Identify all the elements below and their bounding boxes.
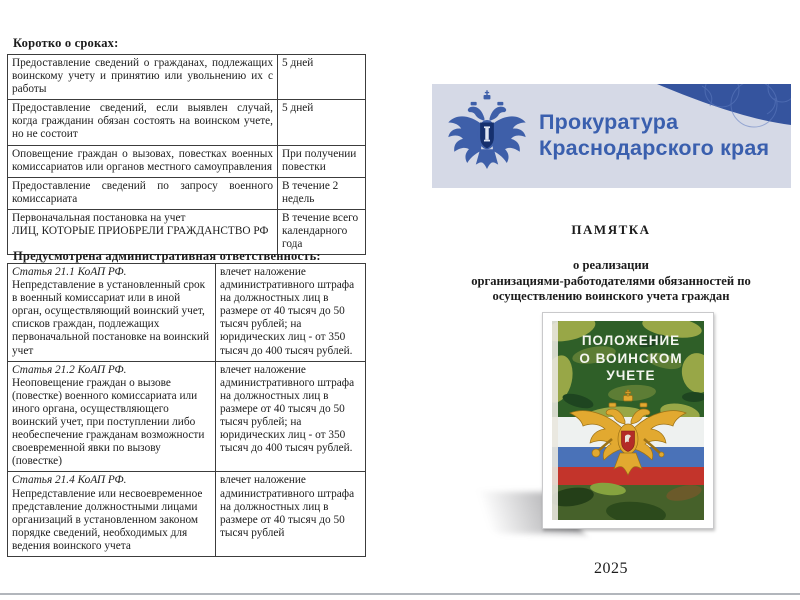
offense-cell: [8, 472, 216, 557]
publication-year: 2025: [594, 560, 628, 577]
table-row: [8, 100, 366, 145]
table-row: [8, 264, 366, 362]
activity-cell: Предоставление сведений о гражданах, подлежащих воинскому учету и принятию или увольнению их с работы: [8, 55, 278, 100]
book-title-line1: ПОЛОЖЕНИЕ: [581, 333, 681, 348]
article-ref: Статья 21.4 КоАП РФ.: [12, 474, 127, 487]
activity-cell: Предоставление сведений, если выявлен случай, когда гражданин обязан состоять на воинском учете, но не состоит: [8, 100, 278, 145]
article-ref: Статья 21.2 КоАП РФ.: [12, 363, 127, 376]
memo-title: ПАМЯТКА: [571, 222, 651, 237]
term-cell: 5 дней: [278, 55, 366, 100]
table-row: [8, 209, 366, 254]
activity-text: Первоначальная постановка на учет: [12, 211, 186, 224]
book-cover-art: [552, 321, 704, 520]
liability-heading: Предусмотрена административная ответственность:: [13, 249, 321, 263]
memo-subtitle-line2: организациями-работодателями обязанностей по: [471, 273, 751, 288]
org-name-line1: Прокуратура: [539, 110, 679, 134]
term-cell: При получении повестки: [278, 145, 366, 177]
liability-table: [7, 263, 366, 557]
table-row: [8, 361, 366, 472]
table-row: [8, 55, 366, 100]
book-title-line2: О ВОИНСКОМ: [579, 350, 683, 366]
term-cell: В течение 2 недель: [278, 177, 366, 209]
activity-emphasis: ЛИЦ, КОТОРЫЕ ПРИОБРЕЛИ ГРАЖДАНСТВО РФ: [12, 225, 269, 238]
deadlines-table: [7, 54, 366, 255]
prosecutor-emblem-icon: [444, 89, 530, 175]
activity-cell: [8, 209, 278, 254]
book-title: [558, 332, 704, 385]
activity-cell: Оповещение граждан о вызовах, повестках военных комиссариатов или органов местного самоуправления: [8, 145, 278, 177]
table-row: [8, 472, 366, 557]
offense-cell: [8, 361, 216, 472]
activity-cell: Предоставление сведений по запросу военного комиссариата: [8, 177, 278, 209]
deadlines-heading: Коротко о сроках:: [13, 36, 119, 50]
memo-subtitle-line3: осуществлению воинского учета граждан: [492, 289, 730, 303]
memo-subtitle-line1: о реализации: [573, 258, 649, 272]
book-cover: [542, 312, 714, 529]
penalty-cell: влечет наложение административного штрафа на должностных лиц в размере от 40 тысяч до 50 тысяч рублей; на юридических лиц - от 350 тысяч до 400 тысяч рублей.: [216, 264, 366, 362]
offense-text: Непредставление или несвоевременное представление должностными лицами организаций в установленном законом порядке сведений, необходимых для ведения воинского учета: [12, 487, 203, 552]
book-title-line3: УЧЕТЕ: [606, 368, 656, 383]
offense-text: Непредставление в установленный срок в военный комиссариат или в иной орган, осуществляющий воинский учет, списков граждан, подлежащих первоначальной постановке на воинский учет: [12, 279, 209, 357]
bottom-divider-line: [0, 593, 800, 595]
prosecutor-banner: [432, 84, 791, 188]
article-ref: Статья 21.1 КоАП РФ.: [12, 266, 127, 278]
penalty-cell: влечет наложение административного штрафа на должностных лиц в размере от 40 тысяч до 50 тысяч рублей: [216, 472, 366, 557]
table-row: [8, 177, 366, 209]
memo-subtitle: [424, 258, 798, 305]
offense-text: Неоповещение граждан о вызове (повестке) военного комиссариата или иного органа, осуществляющего воинский учет, при поступлении либо необеспечение гражданам возможности своевременной явки по вызову (повестке): [12, 376, 205, 468]
table-row: [8, 145, 366, 177]
org-name-line2: Краснодарского края: [539, 136, 770, 160]
term-cell: В течение всего календарного года: [278, 209, 366, 254]
organization-name: [539, 109, 769, 161]
penalty-cell: влечет наложение административного штрафа на должностных лиц в размере от 40 тысяч до 50 тысяч рублей; на юридических лиц - от 350 тысяч до 400 тысяч рублей.: [216, 361, 366, 472]
offense-cell: [8, 264, 216, 362]
term-cell: 5 дней: [278, 100, 366, 145]
